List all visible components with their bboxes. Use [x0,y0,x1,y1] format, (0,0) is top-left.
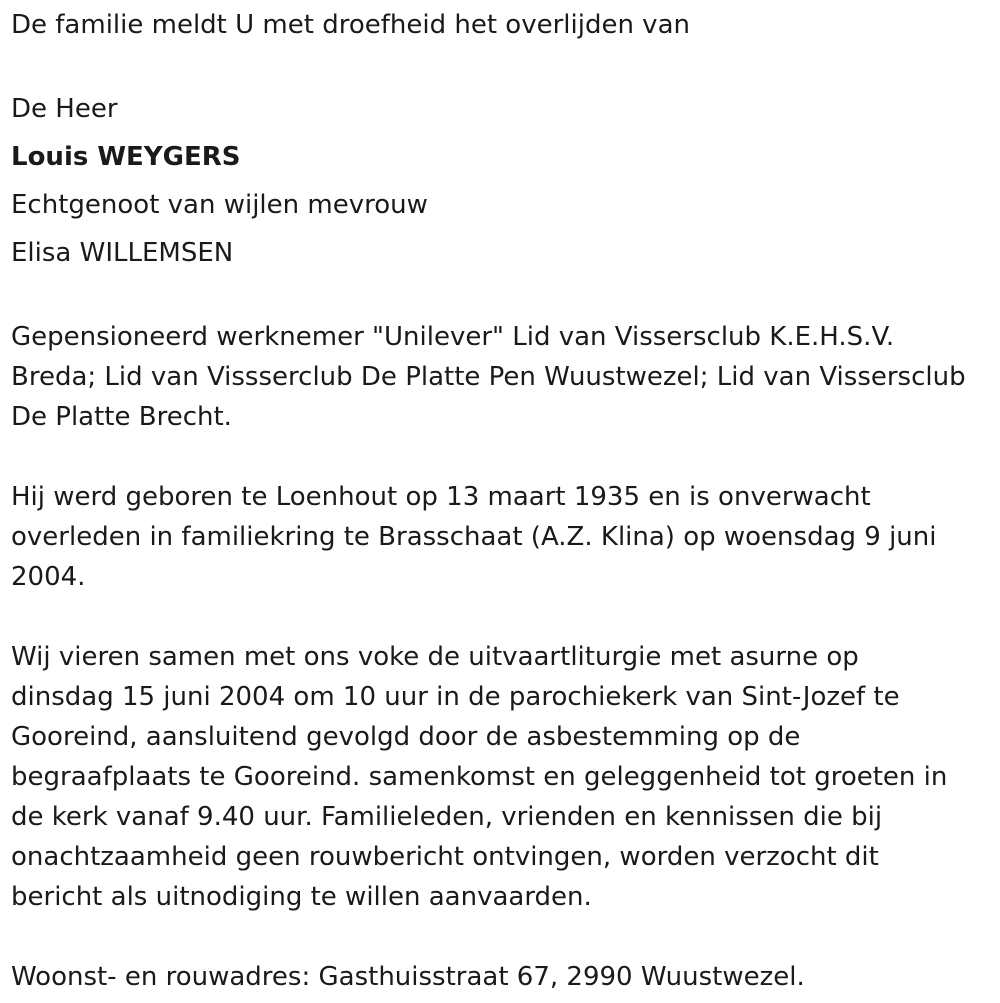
spouse-label: Echtgenoot van wijlen mevrouw [11,190,428,220]
spacer [11,917,990,957]
biography-line: De Platte Brecht. [11,402,232,432]
biography-paragraph [11,317,990,437]
biography-line: Gepensioneerd werknemer "Unilever" Lid van Vissersclub K.E.H.S.V. [11,322,895,352]
funeral-line: dinsdag 15 juni 2004 om 10 uur in de parochiekerk van Sint-Jozef te [11,682,900,712]
funeral-line: bericht als uitnodiging te willen aanvaarden. [11,882,592,912]
salutation: De Heer [11,94,118,124]
birth-death-paragraph [11,477,990,597]
funeral-line: de kerk vanaf 9.40 uur. Familieleden, vrienden en kennissen die bij [11,802,883,832]
address-text: Woonst- en rouwadres: Gasthuisstraat 67, 2990 Wuustwezel. [11,962,805,992]
funeral-line: begraafplaats te Gooreind. samenkomst en geleggenheid tot groeten in [11,762,948,792]
spouse-name: Elisa WILLEMSEN [11,238,234,268]
intro-text: De familie meldt U met droefheid het overlijden van [11,10,690,40]
deceased-name: Louis WEYGERS [11,142,241,172]
birth-death-line: overleden in familiekring te Brasschaat (A.Z. Klina) op woensdag 9 juni [11,522,937,552]
spacer [11,45,990,85]
funeral-paragraph [11,637,990,917]
funeral-line: onachtzaamheid geen rouwbericht ontvingen, worden verzocht dit [11,842,879,872]
biography-line: Breda; Lid van Vissserclub De Platte Pen Wuustwezel; Lid van Vissersclub [11,362,966,392]
funeral-line: Gooreind, aansluitend gevolgd door de asbestemming op de [11,722,801,752]
funeral-line: Wij vieren samen met ons voke de uitvaartliturgie met asurne op [11,642,859,672]
spacer [11,277,990,317]
birth-death-line: 2004. [11,562,86,592]
birth-death-line: Hij werd geboren te Loenhout op 13 maart 1935 en is onverwacht [11,482,871,512]
spacer [11,437,990,477]
spacer [11,597,990,637]
